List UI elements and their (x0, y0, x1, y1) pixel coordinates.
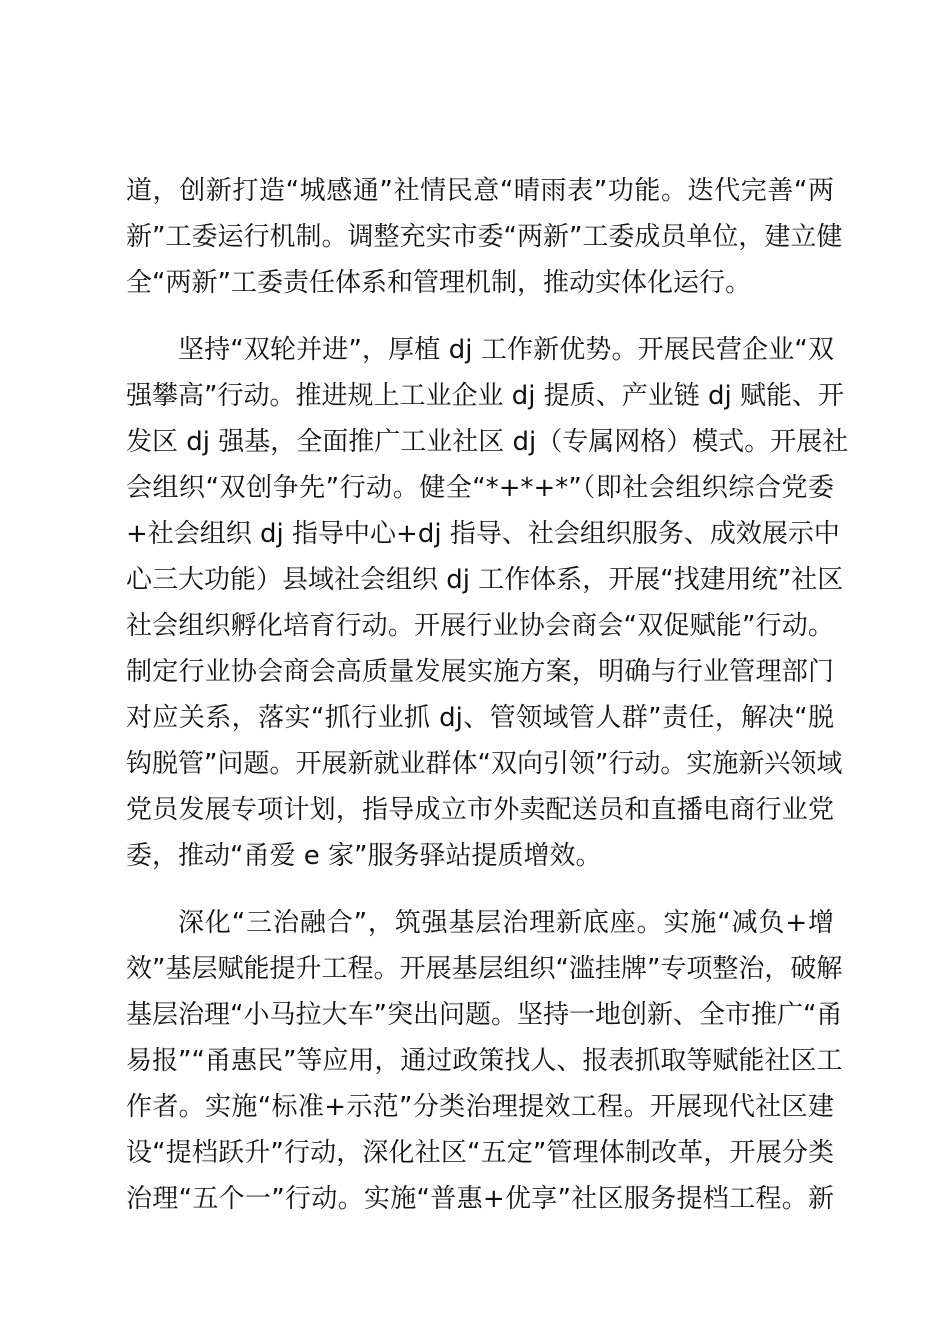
text-line: 治理“五个一”行动。实施“普惠+优享”社区服务提档工程。新 (126, 1184, 834, 1214)
document-body (126, 168, 849, 1243)
text-line: 深化“三治融合”，筑强基层治理新底座。实施“减负+增 (178, 908, 834, 938)
text-line: 发区 dj 强基，全面推广工业社区 dj（专属网格）模式。开展社 (126, 427, 849, 457)
text-line: 制定行业协会商会高质量发展实施方案，明确与行业管理部门 (126, 657, 834, 687)
text-line: 钩脱管”问题。开展新就业群体“双向引领”行动。实施新兴领域 (126, 749, 843, 779)
text-line: 设“提档跃升”行动，深化社区“五定”管理体制改革，开展分类 (126, 1138, 834, 1168)
text-line: 效”基层赋能提升工程。开展基层组织“滥挂牌”专项整治，破解 (126, 954, 843, 984)
text-line: 坚持“双轮并进”，厚植 dj 工作新优势。开展民营企业“双 (178, 335, 834, 365)
text-line: 党员发展专项计划，指导成立市外卖配送员和直播电商行业党 (126, 795, 834, 825)
text-line: 新”工委运行机制。调整充实市委“两新”工委成员单位，建立健 (126, 222, 843, 252)
paragraph-3 (126, 900, 843, 1222)
text-line: 道，创新打造“城感通”社情民意“晴雨表”功能。迭代完善“两 (126, 176, 834, 206)
text-line: 会组织“双创争先”行动。健全“*+*+*”（即社会组织综合党委 (126, 473, 834, 503)
text-line: 社会组织孵化培育行动。开展行业协会商会“双促赋能”行动。 (126, 611, 834, 641)
text-line: 委，推动“甬爱 e 家”服务驿站提质增效。 (126, 841, 602, 871)
paragraph-1 (126, 168, 843, 306)
text-line: 强攀高”行动。推进规上工业企业 dj 提质、产业链 dj 赋能、开 (126, 381, 844, 411)
text-line: 基层治理“小马拉大车”突出问题。坚持一地创新、全市推广“甬 (126, 1000, 843, 1030)
text-line: 对应关系，落实“抓行业抓 dj、管领域管人群”责任，解决“脱 (126, 703, 834, 733)
text-line: +社会组织 dj 指导中心+dj 指导、社会组织服务、成效展示中 (126, 519, 840, 549)
text-line: 作者。实施“标准+示范”分类治理提效工程。开展现代社区建 (126, 1092, 834, 1122)
text-line: 全“两新”工委责任体系和管理机制，推动实体化运行。 (126, 268, 751, 298)
paragraph-2 (126, 327, 849, 879)
text-line: 易报”“甬惠民”等应用，通过政策找人、报表抓取等赋能社区工 (126, 1046, 843, 1076)
text-line: 心三大功能）县域社会组织 dj 工作体系，开展“找建用统”社区 (126, 565, 844, 595)
